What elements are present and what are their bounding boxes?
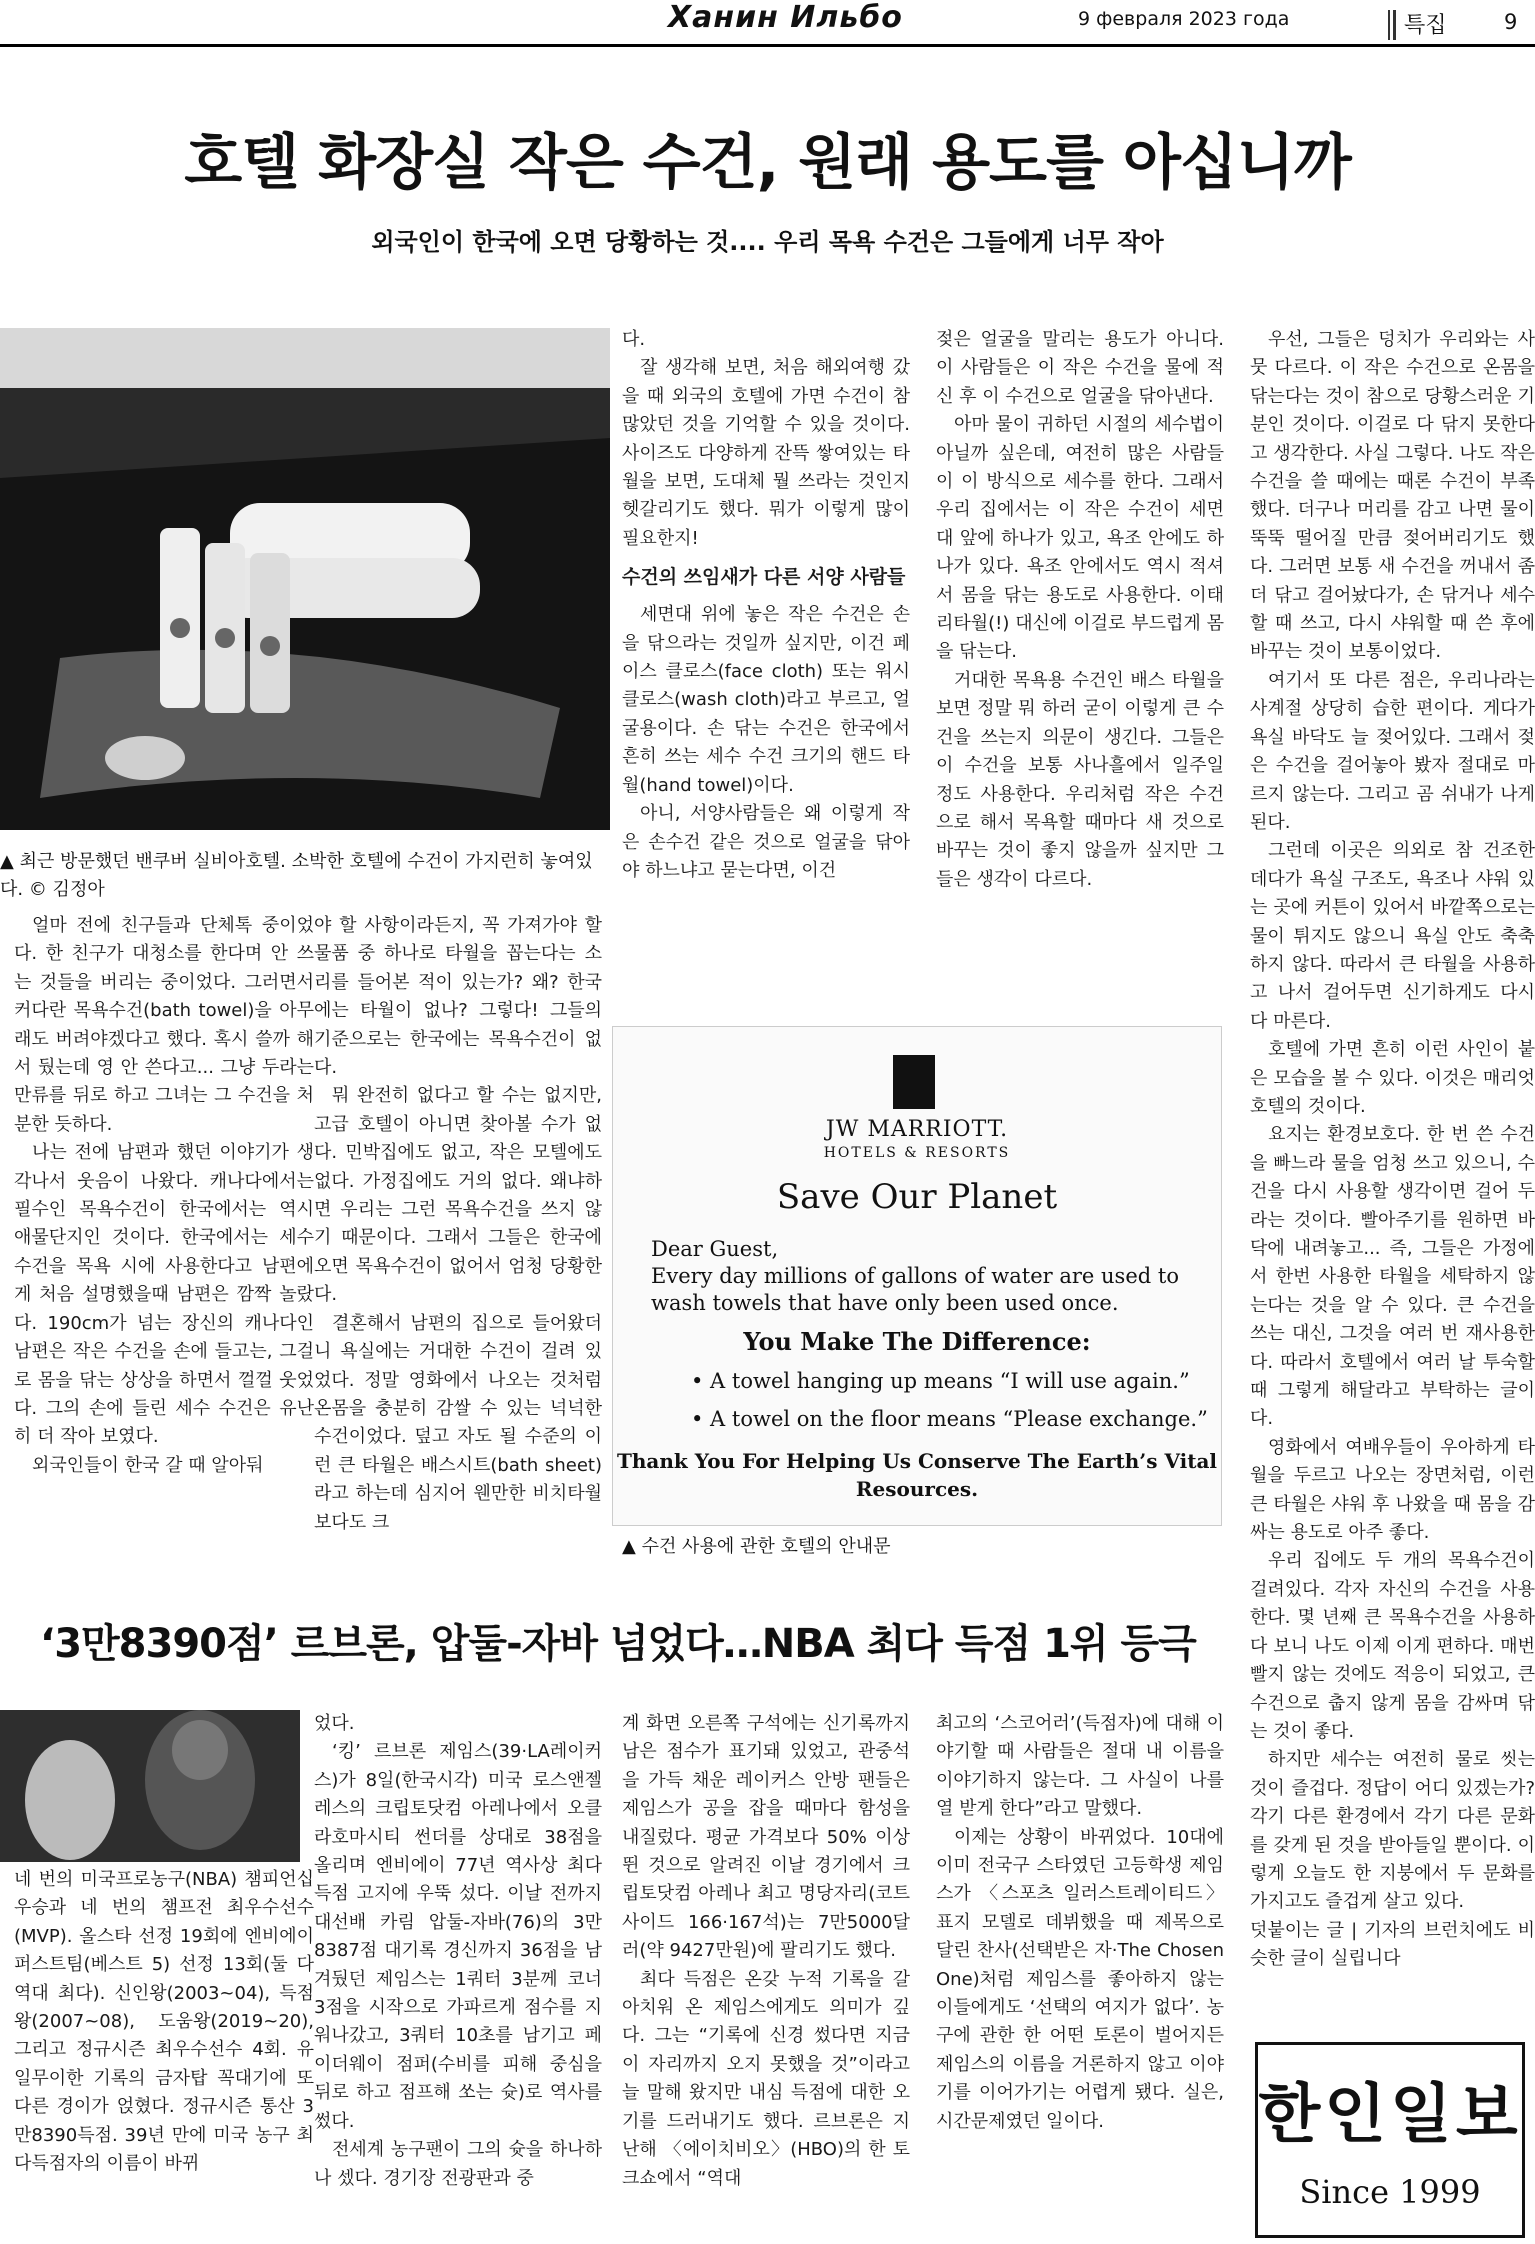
paragraph: 아니, 서양사람들은 왜 이렇게 작은 손수건 같은 것으로 얼굴을 닦아야 하느냐고 묻는다면, 이건 (622, 803, 910, 881)
paragraph: 나는 전에 남편과 했던 이야기가 생각나서 웃음이 나왔다. 캐나다에서는 필수인 목욕수건이 한국에서는 역시 애물단지인 것이다. 한국에서는 세수 수건을 목욕 시에 사용한다고 남편에게 처음 설명했을때 남편은 깜짝 놀랐다. 190cm가 넘는 장신의 캐나다인 남편은 작은 수건을 손에 들고는, 그걸로 몸을 닦는 상상을 하면서 껄껄 웃었다. 그의 손에 들린 세수 수건은 유난히 더 작아 보였다. (14, 1142, 314, 1448)
newspaper-name: Ханин Ильбо (668, 0, 903, 35)
paragraph: 거대한 목욕용 수건인 배스 타월을 보면 정말 뭐 하러 굳이 이렇게 큰 수건을 쓰는지 의문이 생긴다. 그들은 이 수건을 보통 사나흘에서 일주일 정도 사용한다. 우리처럼 작은 수건으로 해서 목욕할 때마다 새 것으로 바꾸는 것이 좋지 않을까 싶지만 그들은 생각이 다르다. (936, 669, 1224, 890)
article-column-4 (936, 326, 1224, 1006)
paragraph: 뭐 완전히 없다고 할 수는 없지만, 고급 호텔이 아니면 찾아볼 수가 없다. 민박집에도 없고, 작은 모텔에도 없다. 가정집에도 거의 없다. 왜냐하면 우리는 그런 목욕수건을 쓰지 않기 때문이다. 그래서 그들은 한국에 오면 목욕수건이 없어서 엄청 당황한다. (314, 1085, 602, 1306)
author-note: 덧붙이는 글 | 기자의 브런치에도 비슷한 글이 실립니다 (1250, 1919, 1535, 1970)
notice-brand: JW MARRIOTT. (825, 1117, 1009, 1142)
paragraph: 요지는 환경보호다. 한 번 쓴 수건을 빠느라 물을 엄청 쓰고 있으니, 수건을 다시 사용할 생각이면 걸어 두라는 것이다. 빨아주기를 원하면 바닥에 내려놓고... 즉, 그들은 가정에서 한번 사용한 타월을 세탁하지 않는다는 것을 알 수 있다. 큰 수건을 쓰는 대신, 그것을 여러 번 재사용한다. 따라서 호텔에서 여러 날 투숙할 때 그렇게 해달라고 부탁하는 글이다. (1250, 1124, 1535, 1430)
paragraph: 었다. (314, 1713, 355, 1734)
article2-column-4 (936, 1710, 1224, 2244)
paragraph: 그런데 이곳은 의외로 참 건조한 데다가 욕실 구조도, 욕조나 샤워 있는 곳에 커튼이 있어서 바깥쪽으로는 물이 튀지도 않으니 욕실 안도 축축하지 않다. 따라서 큰 타월을 사용하고 나서 걸어두면 신기하게도 다시 다 마른다. (1250, 840, 1535, 1032)
paragraph: 아마 물이 귀하던 시절의 세수법이 아닐까 싶은데, 여전히 많은 사람들이 이 방식으로 세수를 한다. 그래서 우리 집에서는 이 작은 수건이 세면대 앞에 하나가 있고, 욕조 안에도 하나가 있다. 욕조 안에서도 역시 적셔서 몸을 닦는 용도로 사용한다. 이태리타월(!) 대신에 이걸로 부드럽게 몸을 닦는다. (936, 414, 1224, 663)
article2-headline: ‘3만8390점’ 르브론, 압둘-자바 넘었다…NBA 최다 득점 1위 등극 (40, 1621, 1196, 1667)
paragraph: 다. (622, 329, 646, 350)
paragraph: 영화에서 여배우들이 우아하게 타월을 두르고 나오는 장면처럼, 이런 큰 타월은 샤워 후 나왔을 때 몸을 감싸는 용도로 아주 좋다. (1250, 1436, 1535, 1544)
paragraph: 우리 집에도 두 개의 목욕수건이 걸려있다. 각자 자신의 수건을 사용한다. 몇 년째 큰 목욕수건을 사용하다 보니 나도 이제 이게 편하다. 매번 빨지 않는 것에도 적응이 되었고, 큰 수건으로 춥지 않게 몸을 감싸며 닦는 것이 좋다. (1250, 1550, 1535, 1742)
issue-date: 9 февраля 2023 года (1078, 8, 1290, 30)
hanin-ilbo-logo (1255, 2042, 1525, 2238)
notice-body: Every day millions of gallons of water are used to wash towels that have only been used once. (651, 1264, 1179, 1315)
paragraph: 잘 생각해 보면, 처음 해외여행 갔을 때 외국의 호텔에 가면 수건이 참 많았던 것을 기억할 수 있을 것이다. 사이즈도 다양하게 잔뜩 쌓여있는 타월을 보면, 도대체 뭘 쓰라는 것인지 헷갈리기도 했다. 뭐가 이렇게 많이 필요한지! (622, 357, 910, 549)
paragraph: 계 화면 오른쪽 구석에는 신기록까지 남은 점수가 표기돼 있었고, 관중석을 가득 채운 레이커스 안방 팬들은 제임스가 공을 잡을 때마다 함성을 내질렀다. 평균 가격보다 50% 이상 뛴 것으로 알려진 이날 경기에서 크립토닷컴 아레나 최고 명당자리(코트사이드 166·167석)는 7만5000달러(약 9427만원)에 팔리기도 했다. (622, 1713, 910, 1962)
paragraph: ‘킹’ 르브론 제임스(39·LA레이커스)가 8일(한국시각) 미국 로스앤젤레스의 크립토닷컴 아레나에서 오클라호마시티 썬더를 상대로 38점을 올리며 엔비에이 77년 역사상 최다 득점 고지에 우뚝 섰다. 이날 전까지 대선배 카림 압둘-자바(76)의 3만8387점 대기록 경신까지 36점을 남겨뒀던 제임스는 1쿼터 3분께 코너 3점을 시작으로 가파르게 점수를 지워나갔고, 3쿼터 10초를 남기고 페이더웨이 점퍼(수비를 피해 중심을 뒤로 하고 점프해 쏘는 슛)로 역사를 썼다. (314, 1741, 602, 2132)
paragraph: 하지만 세수는 여전히 물로 씻는 것이 즐겁다. 정답이 어디 있겠는가? 각기 다른 환경에서 각기 다른 문화를 갖게 된 것을 받아들일 뿐이다. 이렇게 오늘도 한 지붕에서 두 문화를 가지고도 즐겁게 살고 있다. (1250, 1749, 1535, 1913)
article-column-1 (14, 912, 314, 1552)
page-number: 9 (1504, 10, 1518, 34)
paragraph: 최고의 ‘스코어러’(득점자)에 대해 이야기할 때 사람들은 절대 내 이름을 이야기하지 않는다. 그 사실이 나를 열 받게 한다”라고 말했다. (936, 1713, 1224, 1820)
article-subheadline: 외국인이 한국에 오면 당황하는 것.... 우리 목욕 수건은 그들에게 너무 작아 (371, 228, 1164, 256)
header-rule (0, 44, 1535, 47)
section-marker-gap (1390, 10, 1393, 40)
notice-brand-sub: HOTELS & RESORTS (823, 1145, 1011, 1161)
paragraph: 결혼해서 남편의 집으로 들어왔더니 욕실에는 거대한 수건이 걸려 있었다. 정말 영화에서 나오는 것처럼 온몸을 충분히 감쌀 수 있는 넉넉한 수건이었다. 덮고 자도 될 수준의 이런 큰 타월은 배스시트(bath sheet)라고 하는데 심지어 웬만한 비치타월보다도 크 (314, 1312, 602, 1533)
article2-column-2 (314, 1710, 602, 2244)
paragraph: 전세계 농구팬이 그의 슛을 하나하나 셌다. 경기장 전광판과 중 (314, 2139, 602, 2189)
notice-caption: ▲ 수건 사용에 관한 호텔의 안내문 (622, 1536, 891, 1557)
paragraph: 네 번의 미국프로농구(NBA) 챔피언십 우승과 네 번의 챔프전 최우수선수(MVP). 올스타 선정 19회에 엔비에이 퍼스트팀(베스트 5) 선정 13회(둘 다 역대 최다). 신인왕(2003~04), 득점왕(2007~08), 도움왕(2019~20), 그리고 정규시즌 최우수선수 4회. 유일무이한 기록의 금자탑 꼭대기에 또 다른 경이가 얹혔다. 정규시즌 통산 3만8390득점. 39년 만에 미국 농구 최다득점자의 이름이 바뀌 (14, 1869, 314, 2175)
photo-caption: ▲ 최근 방문했던 밴쿠버 실비아호텔. 소박한 호텔에 수건이 가지런히 놓여있다. © 김정아 (0, 851, 593, 900)
lebron-photo (0, 1710, 300, 1862)
article-column-2 (314, 912, 602, 1564)
section-label: 특집 (1404, 13, 1447, 38)
notice-thanks: Thank You For Helping Us Conserve The Earth’s Vital Resources. (616, 1449, 1218, 1501)
notice-difference: You Make The Difference: (743, 1327, 1091, 1356)
paragraph: 세면대 위에 놓은 작은 수건은 손을 닦으라는 것일까 싶지만, 이건 페이스 클로스(face cloth) 또는 워시 클로스(wash cloth)라고 부르고, 얼굴용이다. 손 닦는 수건은 한국에서 흔히 쓰는 세수 수건 크기의 핸드 타월(hand towel)이다. (622, 604, 910, 796)
article-column-5 (1250, 326, 1535, 2066)
article-headline: 호텔 화장실 작은 수건, 원래 용도를 아십니까 (184, 128, 1351, 198)
paragraph: 야 할 사항이라든지, 꼭 가져가야 할 물품 중 하나로 타월을 꼽는다는 소리를 들어본 적이 있는가? 왜? 한국에는 타월이 없나? 그렇다! 그들의 기준으로는 한국에는 목욕수건이 없다. (314, 915, 602, 1079)
basketball-photo-illustration (0, 1710, 300, 1862)
paragraph: 젖은 얼굴을 말리는 용도가 아니다. 이 사람들은 이 작은 수건을 물에 적신 후 이 수건으로 얼굴을 닦아낸다. (936, 329, 1224, 407)
logo-korean-text: 한인일보 (1258, 2077, 1522, 2152)
towel-photo-illustration (0, 328, 610, 830)
paragraph: 호텔에 가면 흔히 이런 사인이 붙은 모습을 볼 수 있다. 이것은 매리엇 호텔의 것이다. (1250, 1039, 1535, 1117)
article2-column-3 (622, 1710, 910, 2244)
jw-marriott-logo-icon (893, 1055, 935, 1109)
paragraph: 최다 득점은 온갖 누적 기록을 갈아치워 온 제임스에게도 의미가 깊다. 그는 “기록에 신경 썼다면 지금 이 자리까지 오지 못했을 것”이라고 늘 말해 왔지만 내심 득점에 대한 오기를 드러내기도 했다. 르브론은 지난해 〈에이치비오〉(HBO)의 한 토크쇼에서 “역대 (622, 1968, 910, 2189)
notice-bullet-hang: • A towel hanging up means “I will use again.” (691, 1369, 1190, 1393)
paragraph: 우선, 그들은 덩치가 우리와는 사뭇 다르다. 이 작은 수건으로 온몸을 닦는다는 것이 참으로 당황스러운 기분인 것이다. 이걸로 다 닦지 못한다고 생각한다. 사실 그렇다. 나도 작은 수건을 쓸 때에는 때론 수건이 부족했다. 더구나 머리를 감고 나면 물이 뚝뚝 떨어질 만큼 젖어버리기도 했다. 그러면 보통 새 수건을 꺼내서 좀 더 닦고 걸어놨다가, 손 닦거나 세수할 때 쓰고, 다시 샤워할 때 쓴 후에 바꾸는 것이 보통이었다. (1250, 329, 1535, 663)
hotel-towel-photo (0, 328, 610, 830)
paragraph: 외국인들이 한국 갈 때 알아둬 (32, 1454, 264, 1476)
article2-column-1 (14, 1866, 314, 2244)
article-subheading: 수건의 쓰임새가 다른 서양 사람들 (622, 566, 906, 589)
paragraph: 여기서 또 다른 점은, 우리나라는 사계절 상당히 습한 편이다. 게다가 욕실 바닥도 늘 젖어있다. 그래서 젖은 수건을 걸어놓아 봤자 절대로 마르지 않는다. 그리고 곰 쉬내가 나게 된다. (1250, 669, 1535, 833)
notice-bullet-floor: • A towel on the floor means “Please exchange.” (691, 1407, 1208, 1431)
notice-title: Save Our Planet (776, 1177, 1058, 1217)
article-column-3 (622, 326, 910, 1016)
notice-greeting: Dear Guest, (651, 1237, 779, 1261)
hotel-notice-card (612, 1026, 1222, 1526)
paragraph: 얼마 전에 친구들과 단체톡 중이었다. 한 친구가 대청소를 한다며 안 쓰는 것들을 버리는 중이었다. 그러면서 커다란 목욕수건(bath towel)을 아무래도 버려야겠다고 했다. 혹시 쓸까 해서 뒀는데 영 안 쓴다고... 그냥 두라는 만류를 뒤로 하고 그녀는 그 수건을 처분한 듯하다. (14, 915, 314, 1135)
paragraph: 이제는 상황이 바뀌었다. 10대에 이미 전국구 스타였던 고등학생 제임스가 〈스포츠 일러스트레이티드〉 표지 모델로 데뷔했을 때 제목으로 달린 찬사(선택받은 자·The Chosen One)처럼 제임스를 좋아하지 않는 이들에게도 ‘선택의 여지가 없다’. 농구에 관한 한 어떤 토론이 벌어지든 제임스의 이름을 거론하지 않고 이야기를 이어가기는 어렵게 됐다. 실은, 시간문제였던 일이다. (936, 1826, 1224, 2132)
logo-since-text: Since 1999 (1299, 2173, 1481, 2211)
